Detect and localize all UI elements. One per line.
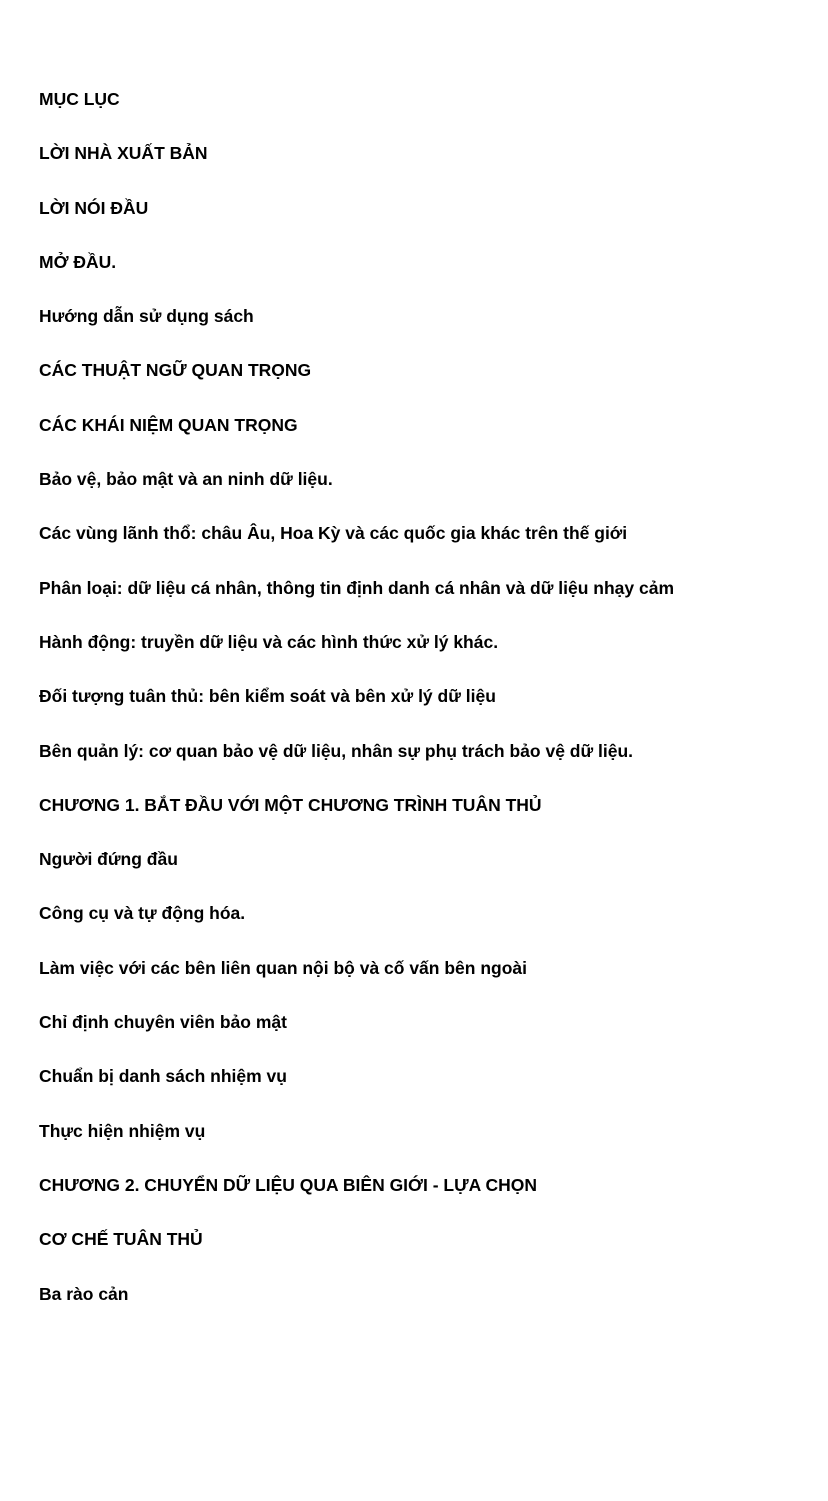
toc-item-appoint-officer: Chỉ định chuyên viên bảo mật [39, 1012, 287, 1033]
toc-item-compliance-mechanism: CƠ CHẾ TUÂN THỦ [39, 1229, 203, 1250]
toc-item-three-barriers: Ba rào cản [39, 1283, 129, 1304]
toc-item-usage-guide: Hướng dẫn sử dụng sách [39, 306, 254, 327]
toc-item-classification: Phân loại: dữ liệu cá nhân, thông tin định danh cá nhân và dữ liệu nhạy cảm [39, 577, 674, 598]
toc-item-territories: Các vùng lãnh thổ: châu Âu, Hoa Kỳ và các quốc gia khác trên thế giới [39, 523, 628, 544]
toc-item-chapter-2: CHƯƠNG 2. CHUYỂN DỮ LIỆU QUA BIÊN GIỚI - LỰA CHỌN [39, 1174, 537, 1195]
toc-item-compliance-subjects: Đối tượng tuân thủ: bên kiểm soát và bên xử lý dữ liệu [39, 686, 496, 707]
toc-item-publisher-note: LỜI NHÀ XUẤT BẢN [39, 143, 208, 164]
toc-item-perform-tasks: Thực hiện nhiệm vụ [39, 1120, 206, 1141]
toc-item-regulators: Bên quản lý: cơ quan bảo vệ dữ liệu, nhân sự phụ trách bảo vệ dữ liệu. [39, 740, 634, 761]
toc-item-actions: Hành động: truyền dữ liệu và các hình thức xử lý khác. [39, 631, 499, 652]
toc-item-key-concepts: CÁC KHÁI NIỆM QUAN TRỌNG [39, 414, 298, 435]
toc-item-stakeholders: Làm việc với các bên liên quan nội bộ và cố vấn bên ngoài [39, 957, 527, 978]
table-of-contents [39, 89, 799, 1338]
toc-item-introduction: MỞ ĐẦU. [39, 251, 117, 272]
toc-item-leader: Người đứng đầu [39, 849, 178, 870]
toc-item-chapter-1: CHƯƠNG 1. BẮT ĐẦU VỚI MỘT CHƯƠNG TRÌNH TUÂN THỦ [39, 794, 542, 815]
toc-item-key-terms: CÁC THUẬT NGỮ QUAN TRỌNG [39, 360, 312, 381]
toc-heading: MỤC LỤC [39, 89, 120, 109]
toc-item-task-list: Chuẩn bị danh sách nhiệm vụ [39, 1066, 287, 1087]
toc-item-tools-automation: Công cụ và tự động hóa. [39, 903, 246, 924]
toc-item-preface: LỜI NÓI ĐẦU [39, 197, 149, 218]
toc-item-data-protection: Bảo vệ, bảo mật và an ninh dữ liệu. [39, 469, 333, 490]
